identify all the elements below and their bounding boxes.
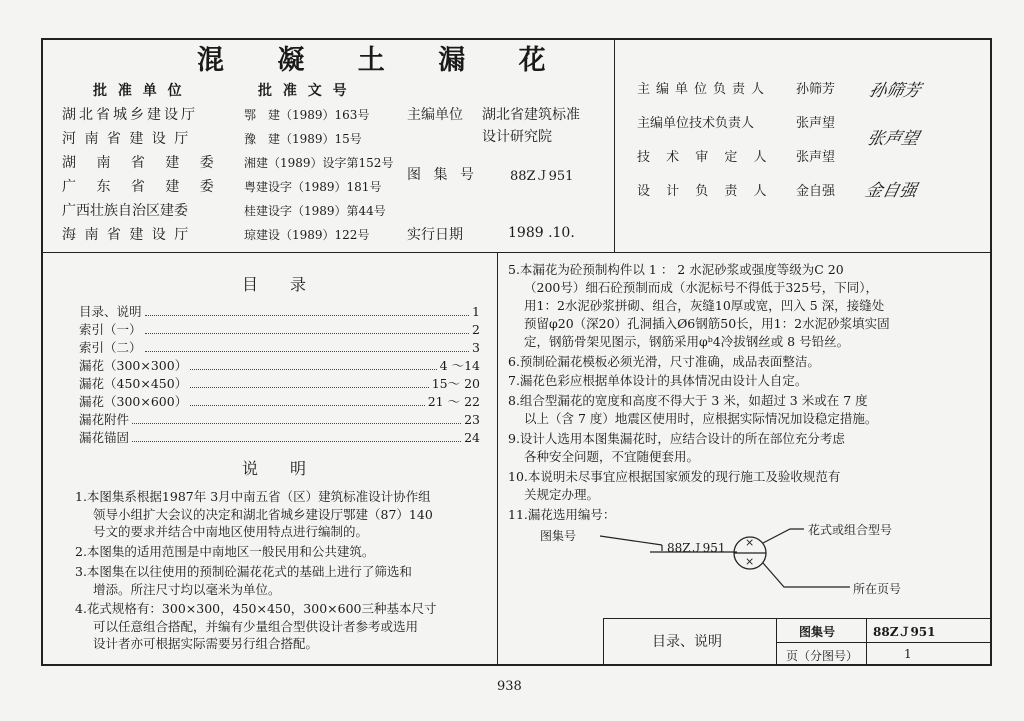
titleblock-mid [776, 642, 992, 643]
toc-item-page: 4 ～14 [439, 358, 480, 373]
approval-unit: 湖北省城乡建设厅 [62, 107, 198, 123]
toc-leader [145, 333, 470, 334]
note-line: 预留φ20（深20）孔洞插入Ø6钢筋50长，用1：2水泥砂浆填实固 [524, 316, 890, 331]
toc-item[interactable] [79, 338, 480, 356]
note-line: 5.本漏花为砼预制构件以 1 ： 2 水泥砂浆或强度等级为C 20 [508, 262, 844, 277]
toc-item-label: 漏花锚固 [79, 430, 130, 445]
date-label: 实行日期 [407, 227, 463, 243]
toc-item-page: 15～ 20 [431, 376, 480, 391]
toc-item-label: 目录、说明 [79, 304, 142, 319]
body-vertical-divider [497, 252, 498, 666]
titleblock-left [603, 618, 604, 666]
toc-leader [145, 315, 470, 316]
toc-item-label: 漏花（300×300） [79, 358, 188, 373]
toc-leader [190, 405, 425, 406]
note-line: 定，钢筋骨架见图示，钢筋采用φᵇ4冷拔钢丝或 8 号铅丝。 [524, 334, 850, 349]
approval-doc: 琼建设（1989）122号 [244, 228, 370, 242]
toc-item-page: 2 [472, 322, 480, 337]
toc-item-page: 21 ～ 22 [427, 394, 480, 409]
toc-item-label: 索引（二） [79, 340, 142, 355]
editor-name-line2: 设计研究院 [482, 129, 552, 145]
note-line: 8.组合型漏花的宽度和高度不得大于 3 米，如超过 3 米或在 7 度 [508, 393, 868, 408]
toc-item-label: 漏花（450×450） [79, 376, 188, 391]
note-line: 领导小组扩大会议的决定和湖北省城乡建设厅鄂建（87）140 [93, 506, 433, 522]
toc-heading: 目 录 [242, 275, 307, 294]
toc-item-label: 漏花（300×600） [79, 394, 188, 409]
note-line: 4.花式规格有：300×300，450×450，300×600三种基本尺寸 [75, 601, 437, 616]
titleblock-page-number: 1 [904, 647, 912, 661]
page-number: 938 [497, 679, 522, 694]
note-line: 3.本图集在以往使用的预制砼漏花花式的基础上进行了筛选和 [75, 564, 412, 579]
toc-item-page: 24 [464, 430, 480, 445]
note-line: 号文的要求并结合中南地区使用特点进行编制的。 [93, 524, 369, 539]
toc-item-page: 1 [472, 304, 480, 319]
responsible-name: 张声望 [796, 150, 836, 165]
editor-label: 主编单位 [407, 107, 463, 123]
approval-doc-header: 批 准 文 号 [258, 83, 350, 99]
approval-unit: 海 南 省 建 设 厅 [62, 227, 191, 243]
toc-item[interactable] [79, 428, 480, 446]
atlas-label: 图 集 号 [407, 167, 478, 183]
diagram-symbol-bottom: × [745, 555, 755, 568]
toc-item[interactable] [79, 320, 480, 338]
titleblock-name: 目录、说明 [652, 634, 722, 650]
approval-doc: 湘建（1989）设字第152号 [244, 156, 394, 170]
diagram-symbol-top: × [745, 536, 755, 549]
responsible-name: 孙筛芳 [796, 82, 836, 97]
leader-line [763, 563, 850, 587]
toc-item[interactable] [79, 356, 480, 374]
toc-item-label: 索引（一） [79, 322, 142, 337]
toc-item[interactable] [79, 374, 480, 392]
note-line: 以上（含 7 度）地震区使用时，应根据实际情况加设稳定措施。 [524, 411, 878, 426]
diagram-pattern-label: 花式或组合型号 [808, 523, 893, 537]
diagram-atlas-label: 图集号 [540, 529, 577, 543]
responsible-name: 张声望 [796, 116, 836, 131]
note-line: 用1：2水泥砂浆拼砌、组合，灰缝10厚或宽，凹入 5 深，接缝处 [524, 298, 885, 313]
atlas-number: 88ZＪ951 [510, 169, 574, 184]
toc-leader [132, 441, 461, 442]
note-line: 关规定办理。 [524, 487, 600, 502]
note-line: 设计者亦可根据实际需要另行组合搭配。 [93, 636, 319, 651]
toc-item-page: 3 [472, 340, 480, 355]
toc-leader [190, 369, 436, 370]
note-line: 10.本说明未尽事宜应根据国家颁发的现行施工及验收规范有 [508, 469, 841, 484]
signature: 孙筛芳 [867, 81, 923, 101]
toc-item-label: 漏花附件 [79, 412, 130, 427]
toc-leader [190, 387, 429, 388]
toc-item[interactable] [79, 302, 480, 320]
approval-doc: 桂建设字（1989）第44号 [244, 204, 386, 218]
responsible-role: 技 术 审 定 人 [637, 150, 773, 165]
titleblock-top [603, 618, 992, 619]
leader-line [763, 529, 804, 543]
note-line: 1.本图集系根据1987年 3月中南五省（区）建筑标准设计协作组 [75, 489, 431, 504]
responsible-name: 金自强 [796, 184, 836, 199]
effective-date: 1989 .10. [508, 225, 575, 241]
toc-item[interactable] [79, 392, 480, 410]
titleblock-atlas-label: 图集号 [799, 625, 836, 639]
editor-name-line1: 湖北省建筑标准 [482, 107, 580, 123]
leader-line [600, 536, 662, 545]
responsible-role: 设 计 负 责 人 [637, 184, 773, 199]
note-line: 6.预制砼漏花模板必须光滑，尺寸准确，成品表面整洁。 [508, 354, 820, 369]
titleblock-page-label: 页（分图号） [786, 649, 859, 663]
page-title: 混 凝 土 漏 花 [197, 45, 568, 76]
approval-doc: 粤建设字（1989）181号 [244, 180, 382, 194]
toc-item-page: 23 [464, 412, 480, 427]
approval-unit-header: 批 准 单 位 [93, 83, 185, 99]
signature: 金自强 [863, 181, 919, 201]
approval-unit: 广西壮族自治区建委 [62, 203, 188, 219]
signature: 张声望 [865, 129, 921, 149]
approval-doc: 鄂 建（1989）163号 [244, 108, 370, 122]
responsible-role: 主编单位负责人 [637, 82, 771, 97]
diagram-code: 88ZＪ951 [667, 541, 726, 555]
note-line: （200号）细石砼预制而成（水泥标号不得低于325号，下同）， [524, 280, 878, 295]
responsible-role: 主编单位技术负责人 [637, 116, 755, 131]
toc-leader [132, 423, 461, 424]
diagram-page-label: 所在页号 [853, 582, 902, 596]
note-line: 各种安全问题，不宜随便套用。 [524, 449, 700, 464]
note-line: 7.漏花色彩应根据单体设计的具体情况由设计人自定。 [508, 373, 808, 388]
toc-leader [145, 351, 470, 352]
note-line: 9.设计人选用本图集漏花时，应结合设计的所在部位充分考虑 [508, 431, 845, 446]
titleblock-atlas-number: 88ZＪ951 [873, 625, 936, 639]
approval-unit: 广 东 省 建 委 [62, 179, 222, 195]
note-line: 2.本图集的适用范围是中南地区一般民用和公共建筑。 [75, 544, 375, 559]
notes-heading: 说 明 [242, 459, 307, 478]
approval-unit: 河 南 省 建 设 厅 [62, 131, 191, 147]
approval-unit: 湖 南 省 建 委 [62, 155, 222, 171]
note-line: 可以任意组合搭配，并编有少量组合型供设计者参考或选用 [93, 618, 419, 634]
note-line: 增添。所注尺寸均以毫米为单位。 [93, 581, 281, 597]
header-divider [41, 252, 992, 253]
note-line: 11.漏花选用编号： [508, 507, 616, 522]
toc-item[interactable] [79, 410, 480, 428]
approval-doc: 豫 建（1989）15号 [244, 132, 362, 146]
header-vertical-divider [614, 38, 615, 252]
